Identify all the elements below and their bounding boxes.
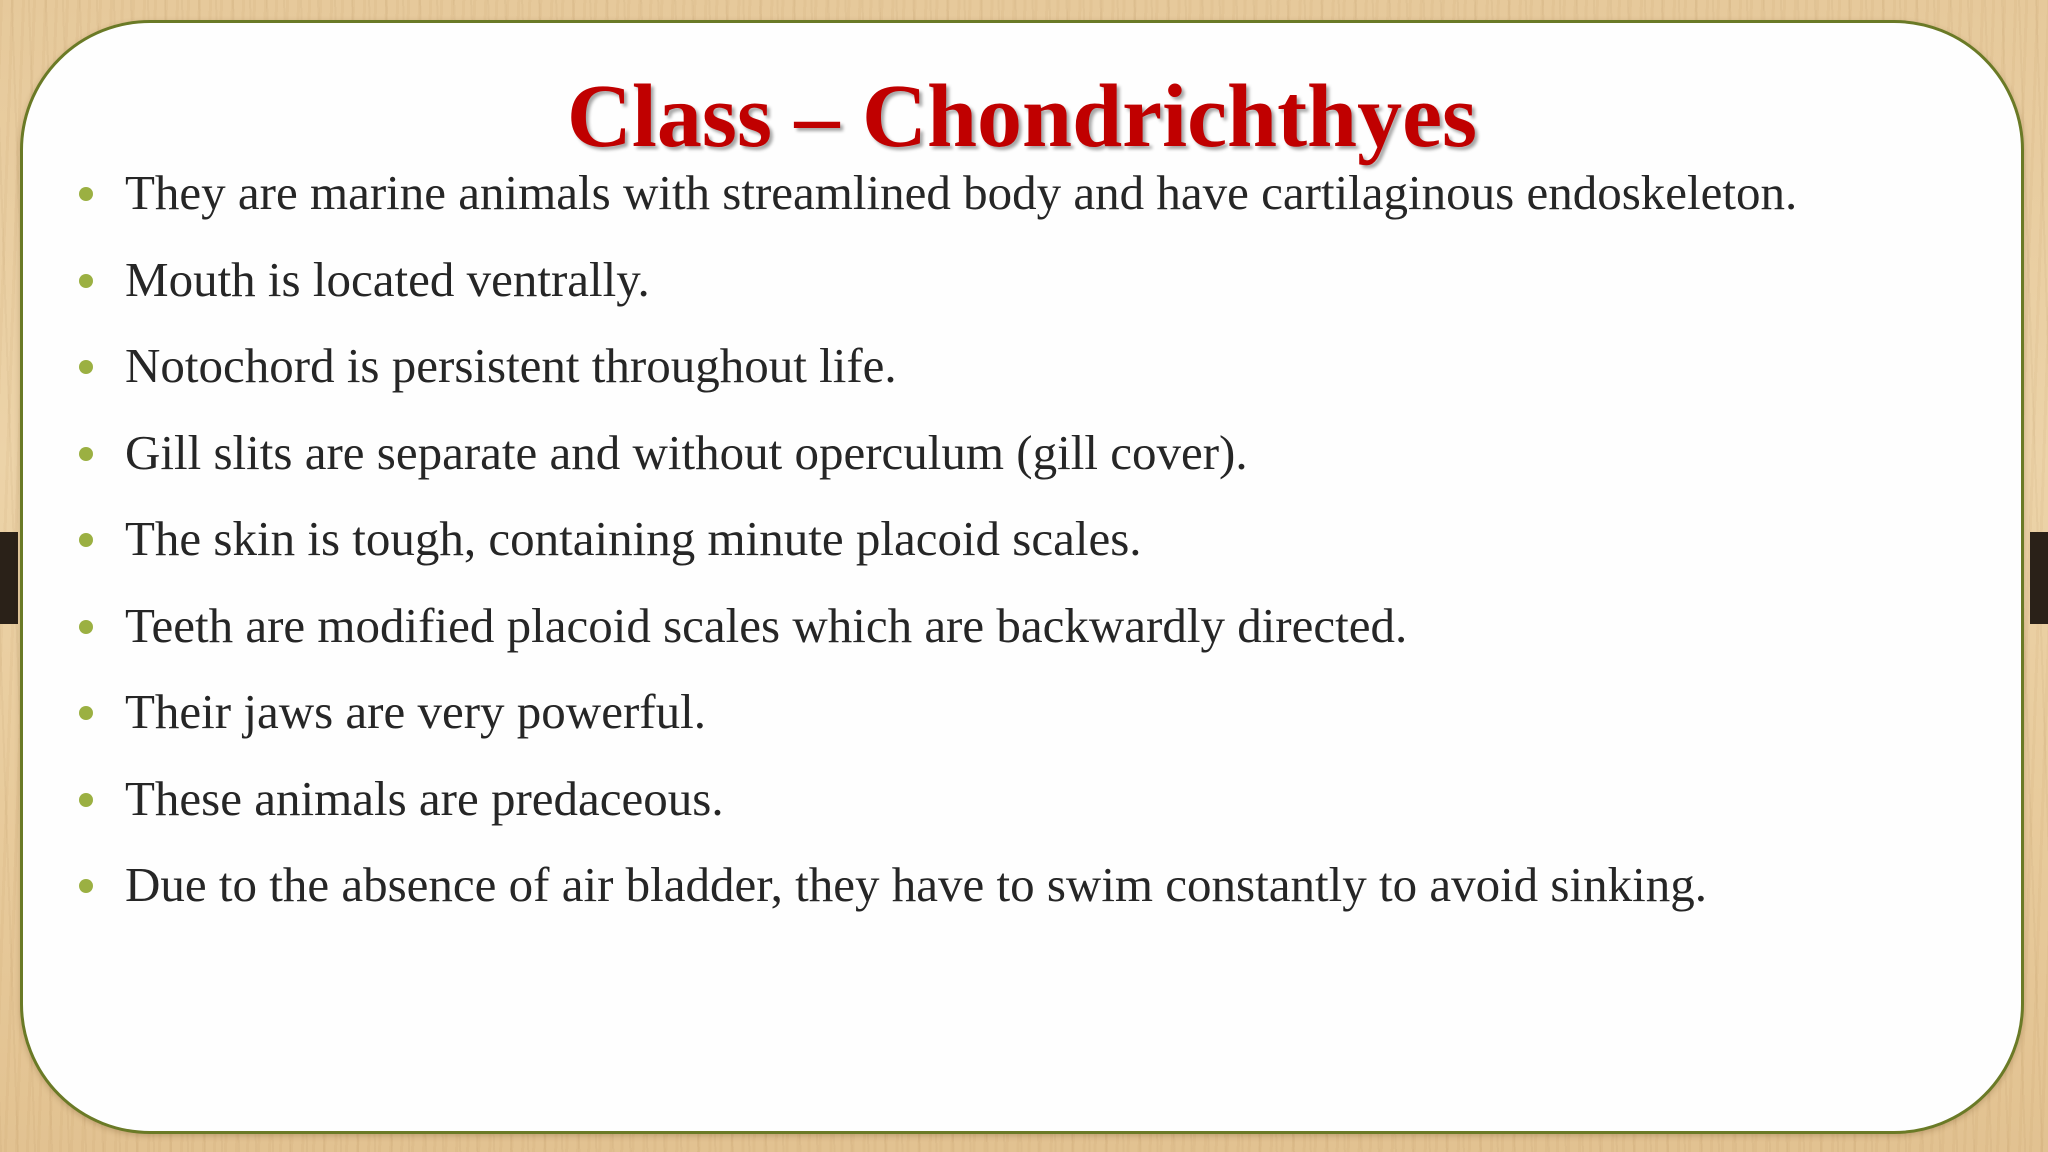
bullet-dot-icon [79,274,93,288]
bullet-item [65,248,2005,335]
bullet-dot-icon [79,360,93,374]
bullet-item [65,161,2005,248]
bullet-text: Teeth are modified placoid scales which are backwardly directed. [125,597,1408,653]
bullet-item [65,853,2005,940]
bullet-dot-icon [79,706,93,720]
bullet-dot-icon [79,793,93,807]
bullet-item [65,767,2005,854]
bullet-dot-icon [79,447,93,461]
bullet-text: Notochord is persistent throughout life. [125,338,897,393]
slide-card [20,20,2024,1134]
bullet-text: Gill slits are separate and without operculum (gill cover). [125,424,1248,480]
bullet-dot-icon [79,620,93,634]
bullet-item [65,421,2005,508]
bullet-item [65,334,2005,421]
left-edge-marker [0,532,18,624]
bullet-dot-icon [79,879,93,893]
bullet-text: These animals are predaceous. [125,770,724,826]
bullet-dot-icon [79,187,93,201]
bullet-dot-icon [79,533,93,547]
bullet-text: Due to the absence of air bladder, they have to swim constantly to avoid sinking. [125,857,1707,912]
bullet-list [65,161,2005,940]
bullet-item [65,680,2005,767]
bullet-text: The skin is tough, containing minute placoid scales. [125,511,1142,566]
bullet-text: Mouth is located ventrally. [125,251,650,307]
bullet-text: They are marine animals with streamlined body and have cartilaginous endoskeleton. [125,165,1798,220]
right-edge-marker [2030,532,2048,624]
bullet-item [65,507,2005,594]
slide-title: Class – Chondrichthyes [566,67,1478,166]
bullet-text: Their jaws are very powerful. [125,684,706,739]
bullet-item [65,594,2005,681]
